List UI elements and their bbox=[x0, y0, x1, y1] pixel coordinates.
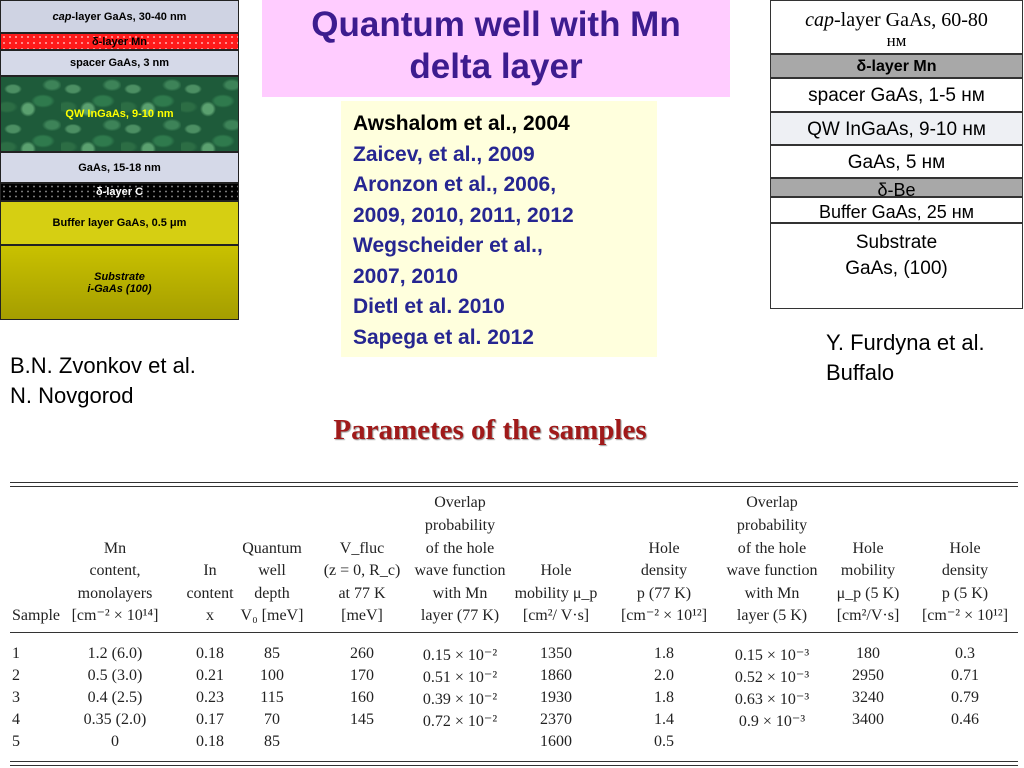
left-qw-layer: QW InGaAs, 9-10 nm bbox=[0, 76, 239, 152]
table-cell: 2950 bbox=[852, 667, 884, 684]
table-cell: 1.8 bbox=[654, 645, 674, 662]
table-header-cell: content, bbox=[89, 562, 141, 580]
table-header-cell: [meV] bbox=[341, 607, 383, 625]
table-cell: 2.0 bbox=[654, 667, 674, 684]
table-header-cell: with Mn bbox=[432, 584, 488, 602]
table-bottom-rule bbox=[10, 765, 1018, 766]
reference-line: 2009, 2010, 2011, 2012 bbox=[353, 203, 574, 227]
table-cell: 260 bbox=[350, 645, 374, 662]
table-cell: 2370 bbox=[540, 711, 572, 728]
table-header-cell: [cm²/V·s] bbox=[836, 607, 900, 625]
table-header-cell: μ_p (5 K) bbox=[836, 584, 900, 602]
table-header-cell: layer (77 K) bbox=[420, 607, 500, 625]
table-header-cell: with Mn bbox=[744, 584, 800, 602]
table-header-cell: Hole bbox=[949, 539, 981, 557]
table-header-cell: probability bbox=[736, 517, 808, 534]
table-header-cell: Hole bbox=[648, 539, 680, 557]
table-cell: 0.18 bbox=[196, 733, 224, 750]
table-row-label: 5 bbox=[12, 733, 20, 750]
table-header-rule bbox=[10, 632, 1018, 633]
table-header-cell: of the hole bbox=[737, 539, 807, 557]
table-header-cell: density bbox=[640, 562, 688, 580]
table-cell: 1930 bbox=[540, 689, 572, 706]
left-buffer-layer: Buffer layer GaAs, 0.5 μm bbox=[0, 201, 239, 245]
table-cell: 160 bbox=[350, 689, 374, 706]
table-header-cell: Hole bbox=[540, 562, 572, 580]
left-substrate-layer: Substrate i-GaAs (100) bbox=[0, 245, 239, 320]
table-header-cell: x bbox=[206, 607, 214, 625]
left-mn-delta-layer: δ-layer Mn bbox=[0, 33, 239, 50]
table-cell: 1350 bbox=[540, 645, 572, 662]
table-cell: 0.51 × 10⁻² bbox=[422, 669, 498, 686]
table-cell: 0.35 (2.0) bbox=[83, 711, 147, 728]
table-cell: 0.21 bbox=[196, 667, 224, 684]
right-spacer-layer: spacer GaAs, 1-5 нм bbox=[770, 78, 1023, 112]
right-cap-layer: cap-layer GaAs, 60-80 нм bbox=[770, 0, 1023, 54]
table-cell: 0.23 bbox=[196, 689, 224, 706]
table-header-cell: [cm⁻² × 10¹²] bbox=[921, 607, 1009, 625]
table-cell: 70 bbox=[264, 711, 280, 728]
table-cell: 0.46 bbox=[951, 711, 979, 728]
table-cell: 0.17 bbox=[196, 711, 224, 728]
table-header-cell: well bbox=[258, 562, 286, 580]
table-cell: 0.18 bbox=[196, 645, 224, 662]
table-cell: 1.2 (6.0) bbox=[87, 645, 143, 662]
table-cell: 0 bbox=[111, 733, 119, 750]
references-box bbox=[341, 101, 657, 357]
table-cell: 3400 bbox=[852, 711, 884, 728]
table-header-cell: p (77 K) bbox=[636, 584, 692, 602]
table-cell: 0.4 (2.5) bbox=[87, 689, 143, 706]
reference-line: Sapega et al. 2012 bbox=[353, 325, 534, 349]
right-buffer-layer: Buffer GaAs, 25 нм bbox=[770, 197, 1023, 223]
table-row-label: 3 bbox=[12, 689, 20, 706]
table-top-rule bbox=[10, 482, 1018, 483]
table-cell: 1.8 bbox=[654, 689, 674, 706]
table-header-cell: Quantum bbox=[242, 539, 302, 557]
table-header-cell: mobility bbox=[840, 562, 896, 580]
table-header-cell: In bbox=[203, 562, 217, 580]
table-header-cell: density bbox=[941, 562, 989, 580]
table-top-rule bbox=[10, 486, 1018, 487]
table-cell: 0.52 × 10⁻³ bbox=[734, 669, 810, 686]
table-header-cell: V_fluc bbox=[339, 539, 385, 557]
table-cell: 1600 bbox=[540, 733, 572, 750]
table-cell: 100 bbox=[260, 667, 284, 684]
reference-line: Awshalom et al., 2004 bbox=[353, 112, 570, 135]
table-bottom-rule bbox=[10, 761, 1018, 762]
table-cell: 180 bbox=[856, 645, 880, 662]
table-header-cell: at 77 K bbox=[338, 584, 386, 602]
table-cell: 0.5 bbox=[654, 733, 674, 750]
table-cell: 0.79 bbox=[951, 689, 979, 706]
table-cell: 0.39 × 10⁻² bbox=[422, 691, 498, 708]
table-cell: 115 bbox=[260, 689, 284, 706]
table-cell: 1.4 bbox=[654, 711, 674, 728]
table-header-cell: content bbox=[186, 584, 234, 602]
table-header-cell: [cm⁻² × 10¹²] bbox=[620, 607, 708, 625]
table-cell: 0.71 bbox=[951, 667, 979, 684]
table-row-label: 4 bbox=[12, 711, 20, 728]
table-header-cell: of the hole bbox=[425, 539, 495, 557]
table-cell: 85 bbox=[264, 645, 280, 662]
left-c-delta-layer: δ-layer C bbox=[0, 183, 239, 201]
reference-line: Dietl et al. 2010 bbox=[353, 295, 505, 318]
left-gaas-layer: GaAs, 15-18 nm bbox=[0, 152, 239, 183]
slide-title: Quantum well with Mn delta layer bbox=[262, 0, 730, 97]
reference-line: 2007, 2010 bbox=[353, 264, 459, 288]
table-cell: 0.9 × 10⁻³ bbox=[738, 713, 806, 730]
table-header-cell: Sample bbox=[12, 607, 60, 625]
table-cell: 0.63 × 10⁻³ bbox=[734, 691, 810, 708]
table-header-cell: depth bbox=[254, 584, 290, 602]
reference-line: Aronzon et al., 2006, bbox=[353, 173, 557, 196]
table-header-cell: mobility μ_p bbox=[514, 584, 598, 602]
parameters-table bbox=[10, 482, 1018, 768]
table-header-cell: Hole bbox=[852, 539, 884, 557]
section-title: Parametes of the samples bbox=[333, 414, 647, 446]
left-cap-layer: cap-layer GaAs, 30-40 nm bbox=[0, 0, 239, 33]
reference-line: Wegscheider et al., bbox=[353, 234, 543, 257]
right-gaas-layer: GaAs, 5 нм bbox=[770, 145, 1023, 178]
table-cell: 0.15 × 10⁻² bbox=[422, 647, 498, 664]
table-row-label: 2 bbox=[12, 667, 20, 684]
table-header-cell: probability bbox=[424, 517, 496, 534]
table-header-cell: p (5 K) bbox=[941, 584, 989, 602]
table-cell: 0.3 bbox=[955, 645, 975, 662]
left-spacer-layer: spacer GaAs, 3 nm bbox=[0, 50, 239, 76]
table-header-cell: Mn bbox=[103, 539, 127, 557]
table-header-cell: V₀ [meV] bbox=[240, 607, 304, 625]
table-header-cell: wave function bbox=[414, 562, 506, 580]
table-cell: 0.15 × 10⁻³ bbox=[734, 647, 810, 664]
table-cell: 1860 bbox=[540, 667, 572, 684]
table-header-cell: (z = 0, R_c) bbox=[323, 562, 401, 580]
table-header-cell: wave function bbox=[726, 562, 818, 580]
table-header-cell: layer (5 K) bbox=[736, 607, 808, 625]
table-header-cell: [cm²/ V·s] bbox=[522, 607, 590, 625]
table-cell: 85 bbox=[264, 733, 280, 750]
table-header-cell: Overlap bbox=[746, 494, 798, 512]
table-cell: 0.5 (3.0) bbox=[87, 667, 143, 684]
right-substrate-layer: Substrate GaAs, (100) bbox=[770, 223, 1023, 309]
right-be-delta-layer: δ-Be bbox=[770, 178, 1023, 197]
table-cell: 0.72 × 10⁻² bbox=[422, 713, 498, 730]
reference-line: Zaicev, et al., 2009 bbox=[353, 142, 535, 166]
right-mn-delta-layer: δ-layer Mn bbox=[770, 54, 1023, 78]
table-cell: 3240 bbox=[852, 689, 884, 706]
table-cell: 170 bbox=[350, 667, 374, 684]
table-header-cell: monolayers bbox=[77, 584, 153, 602]
right-caption: Y. Furdyna et al. Buffalo bbox=[826, 330, 985, 385]
table-row-label: 1 bbox=[12, 645, 20, 662]
left-caption: B.N. Zvonkov et al. N. Novgorod bbox=[10, 353, 196, 408]
table-header-cell: Overlap bbox=[434, 494, 486, 512]
table-cell: 145 bbox=[350, 711, 374, 728]
table-header-cell: [cm⁻² × 10¹⁴] bbox=[71, 607, 159, 625]
right-qw-layer: QW InGaAs, 9-10 нм bbox=[770, 112, 1023, 145]
